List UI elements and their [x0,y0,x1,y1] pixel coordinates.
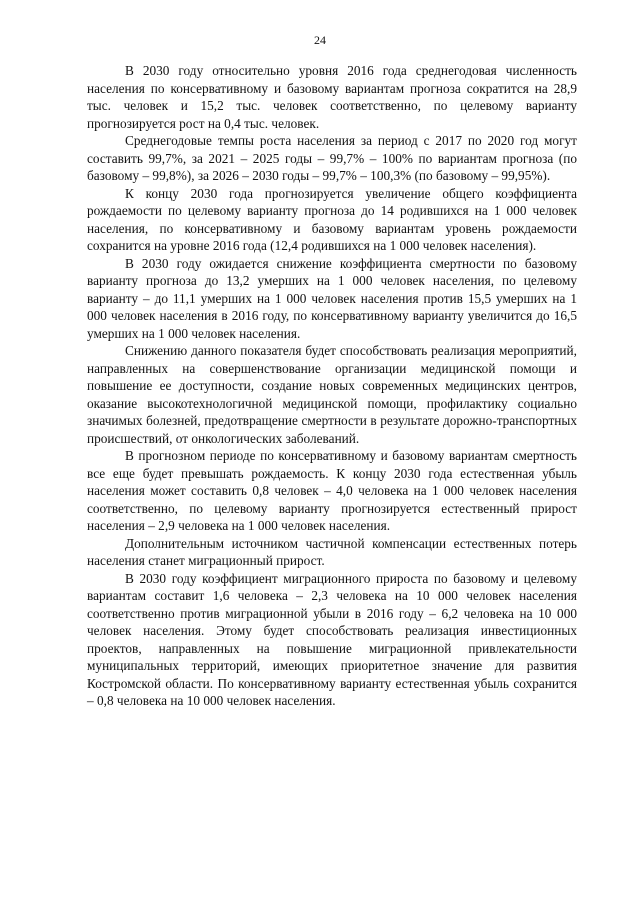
page-number: 24 [314,33,326,47]
paragraph-population-2030: В 2030 году относительно уровня 2016 года среднегодовая численность населения по консервативному и базовому вариантам прогноза сократится на 28,9 тыс. человек и 15,2 тыс. человек соответственно, по целевому варианту прогнозируется рост на 0,4 тыс. человек. [87,63,577,131]
paragraph-birth-rate: К концу 2030 года прогнозируется увеличение общего коэффициента рождаемости по целевому варианту прогноза до 14 родившихся на 1 000 человек населения, по консервативному и базовому вариантам уровень рождаемости сохранится на уровне 2016 года (12,4 родившихся на 1 000 человек населения). [87,185,577,253]
paragraph-migration-compensation: Дополнительным источником частичной компенсации естественных потерь населения станет миграционный прирост. [87,535,577,568]
paragraph-growth-rates: Среднегодовые темпы роста населения за период с 2017 по 2020 год могут составить 99,7%, за 2021 – 2025 годы – 99,7% – 100% по вариантам прогноза (по базовому – 99,8%), за 2026 – 2030 годы – 99,7% – 100,3% (по базовому – 99,95%). [87,133,577,183]
paragraph-death-rate: В 2030 году ожидается снижение коэффициента смертности по базовому варианту прогноза до 13,2 умерших на 1 000 человек населения, по целевому варианту – до 11,1 умерших на 1 000 человек населения против 15,5 умерших на 1 000 человек населения в 2016 году, по консервативному варианту увеличится до 16,5 умерших на 1 000 человек населения. [87,255,577,341]
paragraph-natural-decline: В прогнозном периоде по консервативному и базовому вариантам смертность все еще будет превышать рождаемость. К концу 2030 года естественная убыль населения может составить 0,8 человек – 4,0 человека на 1 000 человек населения соответственно, по целевому варианту прогнозируется естественный прирост населения – 2,9 человека на 1 000 человек населения. [87,448,577,533]
paragraph-healthcare-measures: Снижению данного показателя будет способствовать реализация мероприятий, направленных на совершенствование организации медицинской помощи и повышение ее доступности, создание новых современных медицинских центров, оказание высокотехнологичной медицинской помощи, профилактику социально значимых болезней, предотвращение смертности в результате дорожно-транспортных происшествий, от онкологических заболеваний. [87,343,577,446]
paragraph-migration-growth: В 2030 году коэффициент миграционного прироста по базовому и целевому вариантам составит 1,6 человека – 2,3 человека на 10 000 человек населения соответственно против миграционной убыли в 2016 году – 6,2 человека на 10 000 человек населения. Этому будет способствовать реализация инвестиционных проектов, направленных на повышение миграционной привлекательности муниципальных территорий, имеющих приоритетное значение для развития Костромской области. По консервативному варианту естественная убыль сохранится – 0,8 человека на 10 000 человек населения. [87,570,577,708]
body-text [87,62,577,710]
